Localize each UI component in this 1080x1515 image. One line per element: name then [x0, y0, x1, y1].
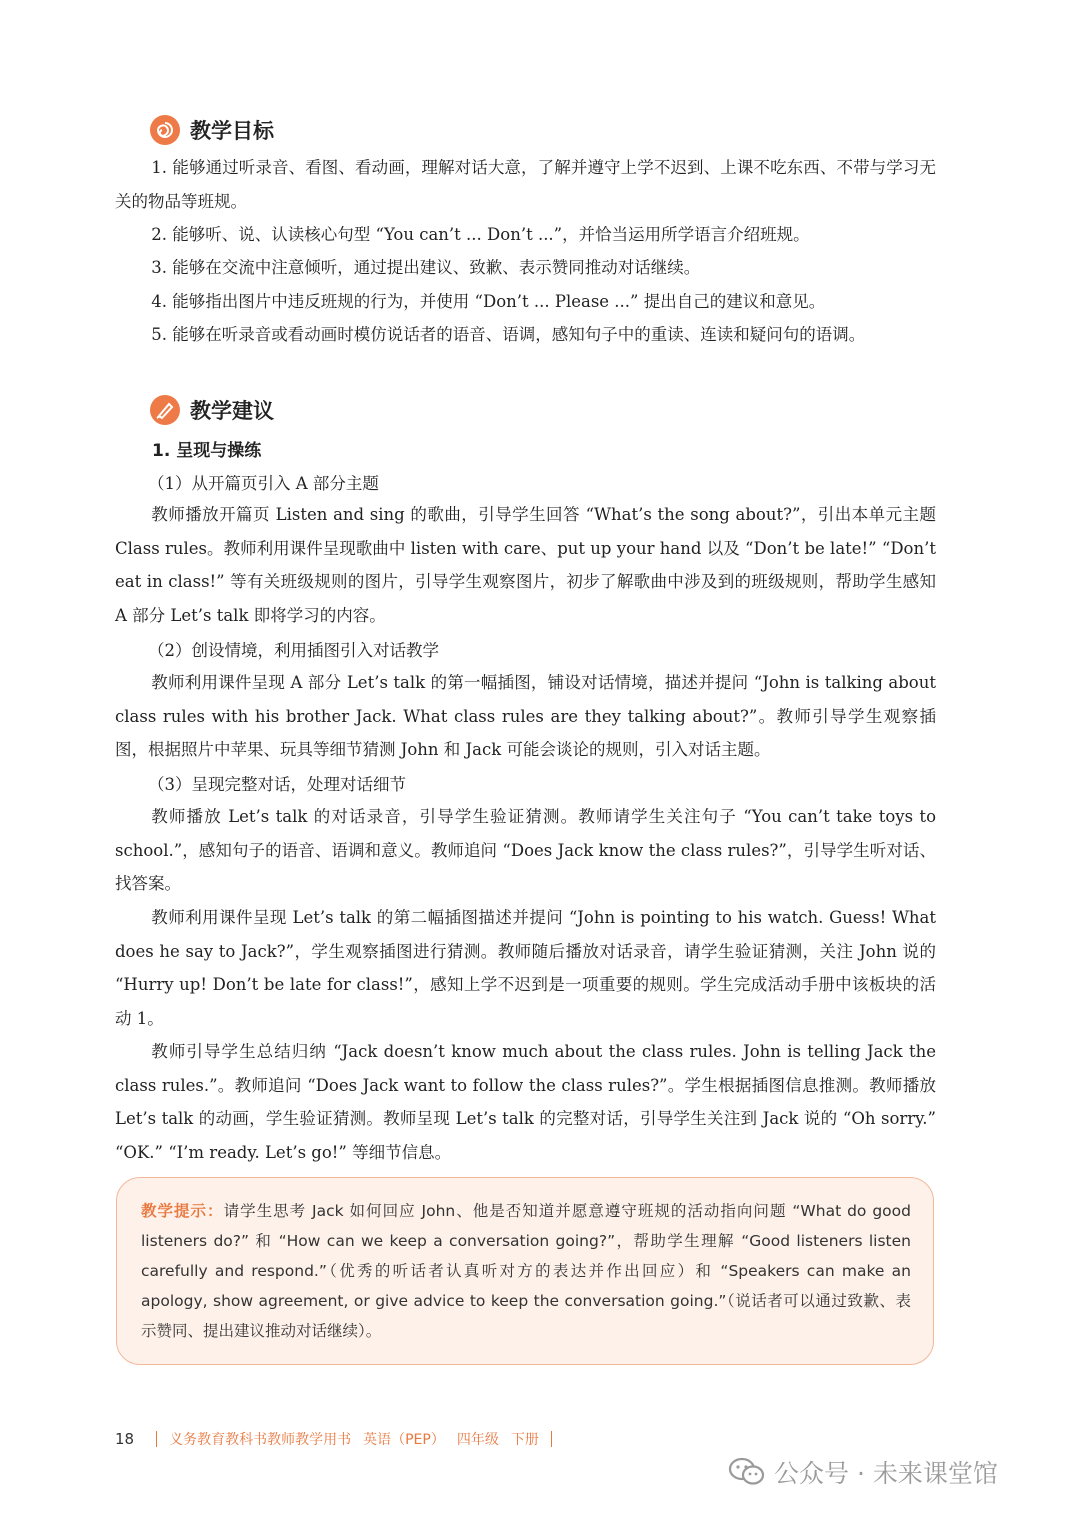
section-title: 教学建议: [190, 399, 274, 423]
paragraph: 教师引导学生总结归纳 “Jack doesn’t know much about the class rules. John is telling Jack the class rules.”。教师追问 “Does Jack want to follow the class rules?”。学生根据插图信息推测。教师播放 Let’s talk 的动画，学生验证猜测。教师呈现 Let’s talk 的完整对话，引导学生关注到 Jack 说的 “Oh sorry.” “OK.” “I’m ready. Let’s go!” 等细节信息。: [115, 1042, 936, 1162]
pen-icon: [150, 395, 180, 425]
page-footer: [115, 1428, 552, 1450]
section-heading-suggestions: [150, 392, 274, 428]
paragraph: 教师播放 Let’s talk 的对话录音，引导学生验证猜测。教师请学生关注句子 “You can’t take toys to school.”，感知句子的语音、语调和意义。教师追问 “Does Jack know the class rules?”，引导学生听对话、找答案。: [115, 807, 936, 893]
goal-item: 5. 能够在听录音或看动画时模仿说话者的语音、语调，感知句子中的重读、连读和疑问句的语调。: [151, 325, 866, 344]
swirl-icon: [150, 115, 180, 145]
subject: 英语（PEP）: [363, 1432, 445, 1448]
watermark-text: 公众号 · 未来课堂馆: [774, 1459, 998, 1488]
tip-label: 教学提示：: [141, 1202, 224, 1220]
footer-divider: [551, 1431, 552, 1447]
footer-divider: [156, 1431, 157, 1447]
wechat-icon: [728, 1456, 766, 1488]
goal-item: 4. 能够指出图片中违反班规的行为，并使用 “Don’t ... Please ...” 提出自己的建议和意见。: [151, 292, 826, 311]
goal-item: 2. 能够听、说、认读核心句型 “You can’t ... Don’t ...”，并恰当运用所学语言介绍班规。: [151, 225, 810, 244]
part-title: （3）呈现完整对话，处理对话细节: [148, 775, 406, 794]
volume: 下册: [510, 1432, 539, 1448]
section-title: 教学目标: [190, 119, 274, 143]
paragraph: 教师利用课件呈现 Let’s talk 的第二幅插图描述并提问 “John is pointing to his watch. Guess! What does he say to Jack?”，学生观察插图进行猜测。教师随后播放对话录音，请学生验证猜测，关注 John 说的 “Hurry up! Don’t be late for class!”，感知上学不迟到是一项重要的规则。学生完成活动手册中该板块的活动 1。: [115, 908, 936, 1028]
paragraph: 教师利用课件呈现 A 部分 Let’s talk 的第一幅插图，铺设对话情境，描述并提问 “John is talking about class rules with his brother Jack. What class rules are they talking about?”。教师引导学生观察插图，根据照片中苹果、玩具等细节猜测 John 和 Jack 可能会谈论的规则，引入对话主题。: [115, 673, 936, 759]
section-heading-goals: [150, 112, 274, 148]
grade: 四年级: [456, 1432, 499, 1448]
watermark: [728, 1452, 998, 1492]
teaching-tip-box: [116, 1177, 934, 1365]
paragraph: 教师播放开篇页 Listen and sing 的歌曲，引导学生回答 “What’s the song about?”，引出本单元主题 Class rules。教师利用课件呈现歌曲中 listen with care、put up your hand 以及 “Don’t be late!” “Don’t eat in class!” 等有关班级规则的图片，引导学生观察图片，初步了解歌曲中涉及到的班级规则，帮助学生感知 A 部分 Let’s talk 即将学习的内容。: [115, 505, 936, 625]
tip-text: [141, 1196, 911, 1346]
part-title: （1）从开篇页引入 A 部分主题: [148, 474, 379, 493]
page-number: 18: [115, 1430, 135, 1448]
goal-item: 1. 能够通过听录音、看图、看动画，理解对话大意，了解并遵守上学不迟到、上课不吃东西、不带与学习无关的物品等班规。: [115, 158, 936, 211]
book-title: 义务教育教科书教师教学用书: [169, 1432, 352, 1448]
tip-body: 请学生思考 Jack 如何回应 John、他是否知道并愿意遵守班规的活动指向问题 “What do good listeners do?” 和 “How can we keep a conversation going?”，帮助学生理解 “Good listeners listen carefully and respond.”（优秀的听话者认真听对方的表达并作出回应）和 “Speakers can make an apology, show agreement, or give advice to keep the conversation going.”（说话者可以通过致歉、表示赞同、提出建议推动对话继续）。: [141, 1202, 911, 1340]
subheading: 1. 呈现与操练: [152, 441, 262, 461]
goal-item: 3. 能够在交流中注意倾听，通过提出建议、致歉、表示赞同推动对话继续。: [151, 258, 701, 277]
part-title: （2）创设情境，利用插图引入对话教学: [148, 641, 439, 660]
